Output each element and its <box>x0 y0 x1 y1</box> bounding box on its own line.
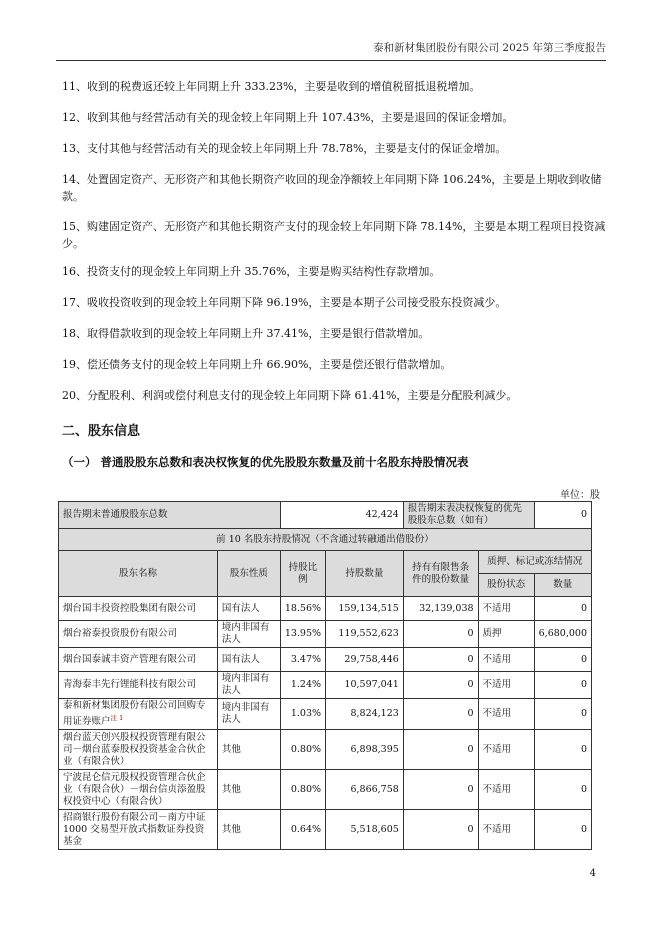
holder-pledge-status: 不适用 <box>478 672 534 699</box>
holder-shares: 29,758,446 <box>326 648 404 672</box>
holder-pledge-status: 不适用 <box>478 810 534 850</box>
holder-nature: 国有法人 <box>217 648 280 672</box>
holder-shares: 5,518,605 <box>326 810 404 850</box>
holder-shares: 8,824,123 <box>326 699 404 730</box>
holder-restricted: 0 <box>403 621 478 648</box>
paragraph-17: 17、吸收投资收到的现金较上年同期下降 96.19%，主要是本期子公司接受股东投资减少。 <box>62 296 507 309</box>
holder-name: 泰和新材集团股份有限公司回购专用证券账户 <box>63 700 206 728</box>
holder-name: 宁波昆仑信元股权投资管理合伙企业（有限合伙）－烟台信贞添盈股权投资中心（有限合伙） <box>59 770 218 810</box>
paragraph-12: 12、收到其他与经营活动有关的现金较上年同期上升 107.43%，主要是退回的保证金增加。 <box>62 111 514 124</box>
paragraph-20: 20、分配股利、利润或偿付利息支付的现金较上年同期下降 61.41%，主要是分配股利减少。 <box>62 389 518 402</box>
holder-pledge-qty: 6,680,000 <box>534 621 591 648</box>
holder-restricted: 0 <box>403 648 478 672</box>
holder-nature: 国有法人 <box>217 597 280 621</box>
holder-nature: 境内非国有法人 <box>217 699 280 730</box>
holder-ratio: 0.80% <box>280 730 325 770</box>
holder-pledge-qty: 0 <box>534 672 591 699</box>
subtitle-row <box>59 529 592 551</box>
subsection-title: （一） 普通股股东总数和表决权恢复的优先股股东数量及前十名股东持股情况表 <box>62 455 469 469</box>
holder-shares: 10,597,041 <box>326 672 404 699</box>
holder-shares: 6,866,758 <box>326 770 404 810</box>
holder-pledge-qty: 0 <box>534 810 591 850</box>
label-preferred-holders: 报告期末表决权恢复的优先股股东总数（如有） <box>403 502 534 529</box>
holder-ratio: 0.64% <box>280 810 325 850</box>
holder-pledge-status: 不适用 <box>478 730 534 770</box>
holder-nature: 境内非国有法人 <box>217 672 280 699</box>
holder-pledge-status: 不适用 <box>478 648 534 672</box>
holder-name: 青海泰丰先行锂能科技有限公司 <box>59 672 218 699</box>
col-header-pledge-qty: 数量 <box>534 574 591 597</box>
table-row <box>59 770 592 810</box>
paragraph-16: 16、投资支付的现金较上年同期上升 35.76%，主要是购买结构性存款增加。 <box>62 265 441 278</box>
holder-ratio: 3.47% <box>280 648 325 672</box>
holder-restricted: 0 <box>403 699 478 730</box>
table-row <box>59 621 592 648</box>
holder-shares: 119,552,623 <box>326 621 404 648</box>
paragraph-13: 13、支付其他与经营活动有关的现金较上年同期上升 78.78%，主要是支付的保证金增加。 <box>62 142 507 155</box>
holder-pledge-status: 不适用 <box>478 699 534 730</box>
col-header-name: 股东名称 <box>59 551 218 597</box>
holder-name: 烟台国丰投资控股集团有限公司 <box>59 597 218 621</box>
header-row <box>59 551 592 574</box>
table-subtitle: 前 10 名股东持股情况（不含通过转融通出借股份） <box>59 529 592 551</box>
holder-ratio: 0.80% <box>280 770 325 810</box>
col-header-pledge-status: 股份状态 <box>478 574 534 597</box>
table-row <box>59 699 592 730</box>
holder-nature: 其他 <box>217 770 280 810</box>
holder-pledge-qty: 0 <box>534 699 591 730</box>
paragraph-11: 11、收到的税费返还较上年同期上升 333.23%，主要是收到的增值税留抵退税增加。 <box>62 80 481 93</box>
holder-restricted: 0 <box>403 770 478 810</box>
header-divider <box>56 60 606 61</box>
col-header-restricted: 持有有限售条件的股份数量 <box>403 551 478 597</box>
section-title: 二、股东信息 <box>62 424 141 439</box>
holder-restricted: 0 <box>403 672 478 699</box>
holder-name-cell <box>59 699 218 730</box>
holder-pledge-qty: 0 <box>534 730 591 770</box>
holder-name: 招商银行股份有限公司－南方中证 1000 交易型开放式指数证券投资基金 <box>59 810 218 850</box>
summary-row <box>59 502 592 529</box>
table-row <box>59 730 592 770</box>
table-row <box>59 672 592 699</box>
col-header-ratio: 持股比例 <box>280 551 325 597</box>
holder-nature: 其他 <box>217 810 280 850</box>
label-common-holders: 报告期末普通股股东总数 <box>59 502 281 529</box>
holder-restricted: 0 <box>403 730 478 770</box>
page-number: 4 <box>589 868 596 879</box>
col-header-pledge: 质押、标记或冻结情况 <box>478 551 591 574</box>
holder-name: 烟台蓝天创兴股权投资管理有限公司－烟台蓝泰股权投资基金合伙企业（有限合伙） <box>59 730 218 770</box>
holder-name: 烟台裕泰投资股份有限公司 <box>59 621 218 648</box>
table-row <box>59 648 592 672</box>
value-common-holders: 42,424 <box>280 502 403 529</box>
table-row <box>59 597 592 621</box>
document-header: 泰和新材集团股份有限公司 2025 年第三季度报告 <box>373 42 606 54</box>
holder-name: 烟台国泰诚丰资产管理有限公司 <box>59 648 218 672</box>
col-header-shares: 持股数量 <box>326 551 404 597</box>
holder-nature: 境内非国有法人 <box>217 621 280 648</box>
holder-shares: 159,134,515 <box>326 597 404 621</box>
holder-pledge-qty: 0 <box>534 770 591 810</box>
paragraph-15: 15、购建固定资产、无形资产和其他长期资产支付的现金较上年同期下降 78.14%，主要是本期工程项目投资减少。 <box>62 220 606 250</box>
holder-nature: 其他 <box>217 730 280 770</box>
holder-restricted: 32,139,038 <box>403 597 478 621</box>
value-preferred-holders: 0 <box>534 502 591 529</box>
holder-ratio: 18.56% <box>280 597 325 621</box>
holder-shares: 6,898,395 <box>326 730 404 770</box>
holder-pledge-qty: 0 <box>534 648 591 672</box>
table-row <box>59 810 592 850</box>
paragraph-14: 14、处置固定资产、无形资产和其他长期资产收回的现金净额较上年同期下降 106.24%，主要是上期收到收储款。 <box>62 173 602 203</box>
holder-pledge-status: 质押 <box>478 621 534 648</box>
paragraph-18: 18、取得借款收到的现金较上年同期上升 37.41%，主要是银行借款增加。 <box>62 327 430 340</box>
holder-restricted: 0 <box>403 810 478 850</box>
holder-ratio: 1.24% <box>280 672 325 699</box>
holder-ratio: 13.95% <box>280 621 325 648</box>
col-header-nature: 股东性质 <box>217 551 280 597</box>
holder-pledge-status: 不适用 <box>478 597 534 621</box>
paragraph-19: 19、偿还债务支付的现金较上年同期上升 66.90%，主要是偿还银行借款增加。 <box>62 358 452 371</box>
holder-pledge-status: 不适用 <box>478 770 534 810</box>
footnote-marker: 注 1 <box>110 714 124 722</box>
holder-ratio: 1.03% <box>280 699 325 730</box>
unit-label: 单位：股 <box>560 490 600 501</box>
shareholders-table <box>58 501 592 850</box>
holder-pledge-qty: 0 <box>534 597 591 621</box>
